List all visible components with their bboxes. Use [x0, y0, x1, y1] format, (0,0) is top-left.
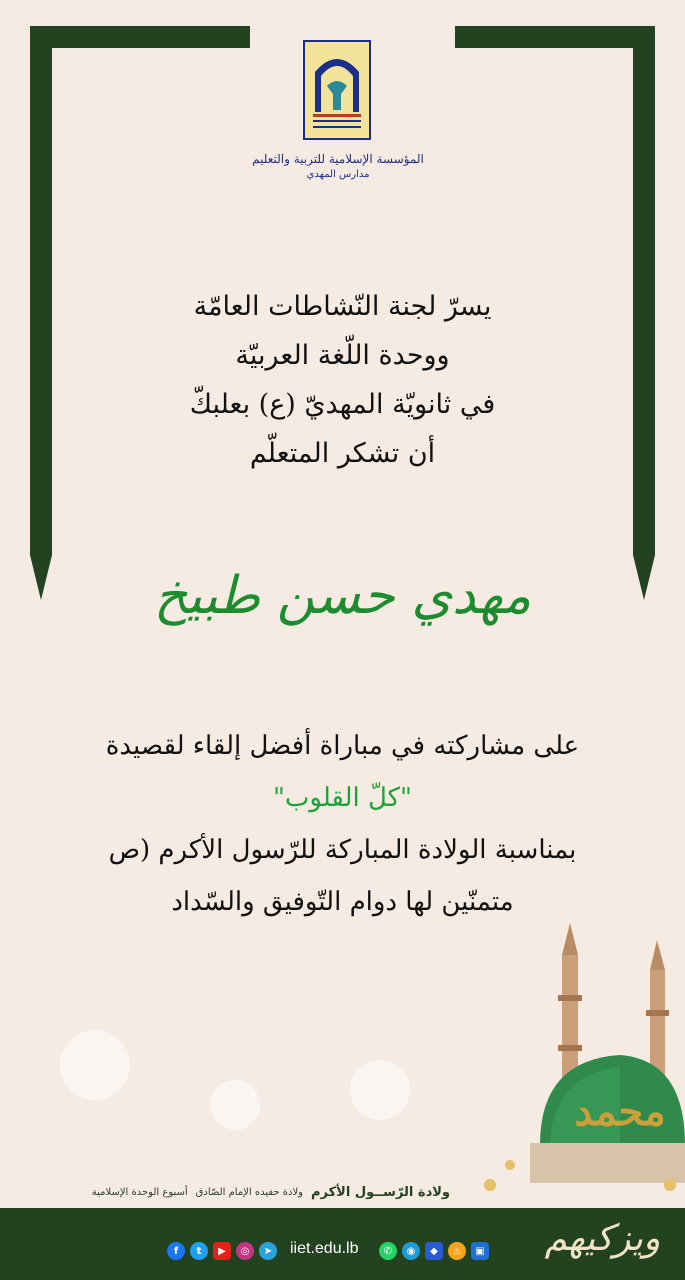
event-captions: [30, 1182, 450, 1202]
intro-text: [70, 282, 615, 478]
event-second: ولادة حفيده الإمام الصّادق: [195, 1186, 303, 1198]
detail-line-4: متمنّين لها دوام التّوفيق والسّداد: [171, 887, 514, 917]
frame-right-tip: [633, 555, 655, 600]
website-link[interactable]: iiet.edu.lb: [290, 1240, 359, 1257]
event-main: ولادة الرّســول الأكرم: [311, 1184, 450, 1200]
social-icons-left: [167, 1241, 277, 1261]
detail-text: [70, 720, 615, 928]
frame-top-right: [455, 26, 655, 48]
frame-top-left: [30, 26, 250, 48]
instagram-icon[interactable]: ◎: [236, 1242, 254, 1260]
detail-line-1: على مشاركته في مباراة أفضل إلقاء لقصيدة: [105, 731, 580, 761]
whatsapp-icon[interactable]: ✆: [379, 1242, 397, 1260]
facebook-icon[interactable]: f: [167, 1242, 185, 1260]
social-icons-right: [379, 1241, 489, 1261]
bokeh-circle: [210, 1080, 260, 1130]
event-third: أسبوع الوحدة الإسلامية: [91, 1186, 188, 1198]
muhammad-calligraphy: محمد: [574, 1088, 666, 1135]
bokeh-circle: [60, 1030, 130, 1100]
bokeh-circle: [350, 1060, 410, 1120]
youtube-icon[interactable]: ▶: [213, 1242, 231, 1260]
intro-line-2: ووحدة اللّغة العربيّة: [235, 340, 450, 371]
detail-line-3: بمناسبة الولادة المباركة للرّسول الأكرم (ص: [108, 835, 577, 865]
bookmark-app-icon[interactable]: ▣: [471, 1242, 489, 1260]
intro-line-3: في ثانويّة المهديّ (ع) بعلبكّ: [189, 389, 496, 420]
institution-name: المؤسسة الإسلامية للتربية والتعليم: [252, 152, 424, 166]
app-store-icon[interactable]: ◆: [425, 1242, 443, 1260]
twitter-icon[interactable]: t: [190, 1242, 208, 1260]
schools-name: مدارس المهدي: [306, 169, 370, 180]
intro-line-4: أن تشكر المتعلّم: [249, 438, 436, 469]
chat-app-icon[interactable]: ◉: [402, 1242, 420, 1260]
poem-title: "كلّ القلوب": [272, 783, 413, 813]
flame-app-icon[interactable]: ♨: [448, 1242, 466, 1260]
green-dome-mosque-illustration: [470, 915, 685, 1205]
brand-calligraphy: ويزكيهم: [544, 1218, 661, 1259]
frame-right: [633, 26, 655, 556]
student-name: مهدي حسن طبيخ: [153, 566, 532, 626]
frame-left: [30, 26, 52, 556]
institution-logo: [303, 40, 371, 140]
intro-line-1: يسرّ لجنة النّشاطات العامّة: [193, 291, 492, 322]
telegram-icon[interactable]: ➤: [259, 1242, 277, 1260]
frame-left-tip: [30, 555, 52, 600]
logo-caption: [220, 152, 456, 182]
